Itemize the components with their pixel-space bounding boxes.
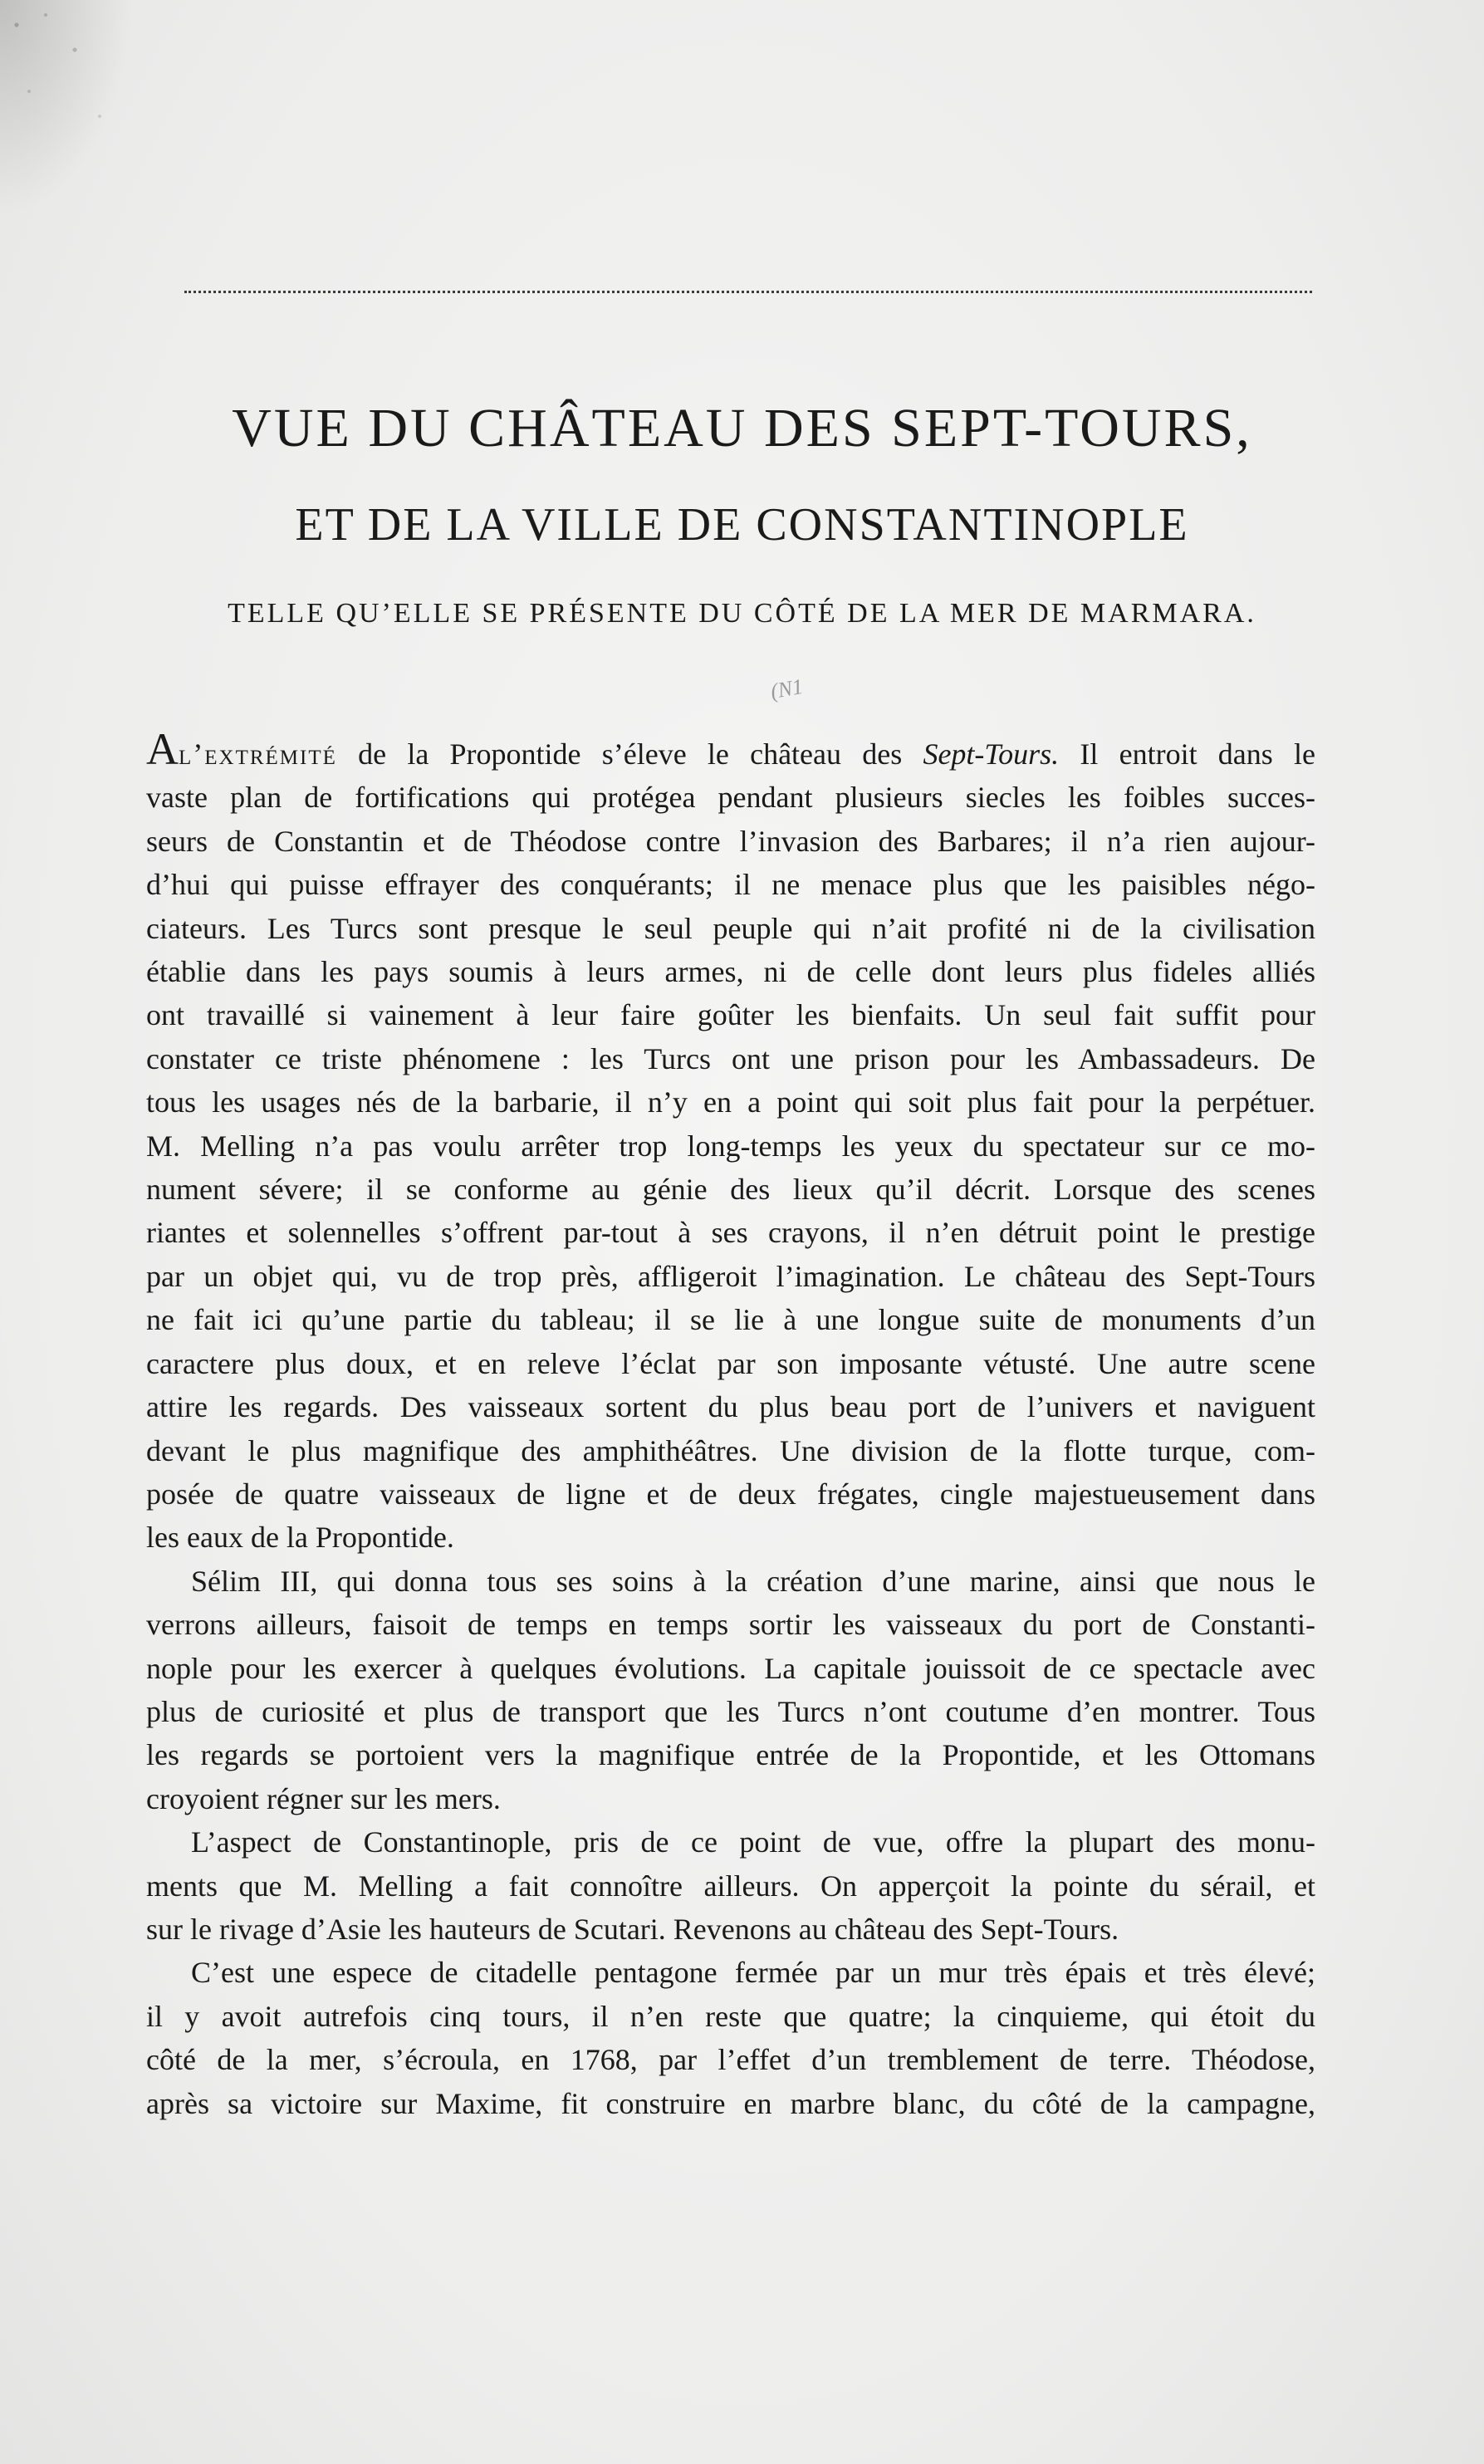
text-line — [146, 724, 1315, 776]
italic-run: Sept-Tours. — [923, 737, 1060, 771]
text-line: après sa victoire sur Maxime, fit construire en marbre blanc, du côté de la campagne, — [146, 2086, 1315, 2120]
text-line: ciateurs. Les Turcs sont presque le seul peuple qui n’ait profité ni de la civilisation — [146, 911, 1315, 945]
text-line: L’aspect de Constantinople, pris de ce point de vue, offre la plupart des monu- — [191, 1825, 1315, 1859]
text-line: constater ce triste phénomene : les Turcs ont une prison pour les Ambassadeurs. De — [146, 1041, 1315, 1075]
text-line: les regards se portoient vers la magnifique entrée de la Propontide, et les Ottomans — [146, 1738, 1315, 1772]
text-line: côté de la mer, s’écroula, en 1768, par l’effet d’un tremblement de terre. Théodose, — [146, 2043, 1315, 2077]
title-line-2: ET DE LA VILLE DE CONSTANTINOPLE — [295, 499, 1189, 551]
body-text — [146, 724, 1315, 2125]
text-line: ments que M. Melling a fait connoître ailleurs. On apperçoit la pointe du sérail, et — [146, 1869, 1315, 1903]
title-line-1: VUE DU CHÂTEAU DES SEPT-TOURS, — [232, 398, 1252, 458]
small-caps-word: l’extrémité — [179, 737, 337, 771]
text-line: nople pour les exercer à quelques évolutions. La capitale jouissoit de ce spectacle avec — [146, 1651, 1315, 1685]
paragraph-2 — [146, 1560, 1315, 1820]
text-line: ne fait ici qu’une partie du tableau; il se lie à une longue suite de monuments d’un — [146, 1303, 1315, 1337]
page-stain — [0, 0, 133, 216]
text-line: il y avoit autrefois cinq tours, il n’en reste que quatre; la cinquieme, qui étoit du — [146, 1999, 1315, 2033]
text-line: verrons ailleurs, faisoit de temps en temps sortir les vaisseaux du port de Constanti- — [146, 1608, 1315, 1642]
text-line: Sélim III, qui donna tous ses soins à la création d’une marine, ainsi que nous le — [191, 1564, 1315, 1598]
text-line: vaste plan de fortifications qui protégea pendant plusieurs siecles les foibles succes- — [146, 781, 1315, 815]
paragraph-1 — [146, 724, 1315, 1560]
text-line: les eaux de la Propontide. — [146, 1521, 454, 1555]
text-line: tous les usages nés de la barbarie, il n’y en a point qui soit plus fait pour la perpétuer. — [146, 1085, 1315, 1119]
text-line: plus de curiosité et plus de transport que les Turcs n’ont coutume d’en montrer. Tous — [146, 1694, 1315, 1728]
text-line: devant le plus magnifique des amphithéâtres. Une division de la flotte turque, com- — [146, 1433, 1315, 1467]
dotted-rule — [184, 291, 1312, 293]
text-line: croyoient régner sur les mers. — [146, 1781, 501, 1815]
text-line: nument sévere; il se conforme au génie des lieux qu’il décrit. Lorsque des scenes — [146, 1173, 1315, 1207]
text-line: seurs de Constantin et de Théodose contre l’invasion des Barbares; il n’a rien aujour- — [146, 824, 1315, 858]
text-line: établie dans les pays soumis à leurs armes, ni de celle dont leurs plus fideles alliés — [146, 955, 1315, 989]
text-run: Il entroit dans le — [1059, 737, 1315, 771]
text-line: C’est une espece de citadelle pentagone fermée par un mur très épais et très élevé; — [191, 1956, 1315, 1990]
text-line: M. Melling n’a pas voulu arrêter trop long-temps les yeux du spectateur sur ce mo- — [146, 1129, 1315, 1163]
text-line: sur le rivage d’Asie les hauteurs de Scutari. Revenons au château des Sept-Tours. — [146, 1912, 1119, 1946]
text-line: ont travaillé si vainement à leur faire goûter les bienfaits. Un seul fait suffit pour — [146, 998, 1315, 1032]
text-line: riantes et solennelles s’offrent par-tout à ses crayons, il n’en détruit point le prestige — [146, 1216, 1315, 1250]
paragraph-4 — [146, 1951, 1315, 2125]
text-line: attire les regards. Des vaisseaux sortent du plus beau port de l’univers et naviguent — [146, 1390, 1315, 1424]
text-line: posée de quatre vaisseaux de ligne et de deux frégates, cingle majestueusement dans — [146, 1477, 1315, 1511]
pencil-mark: (N1 — [768, 674, 806, 704]
title-line-3: TELLE QU’ELLE SE PRÉSENTE DU CÔTÉ DE LA MER DE MARMARA. — [228, 598, 1256, 629]
drop-cap: A — [146, 724, 179, 774]
text-line: d’hui qui puisse effrayer des conquérants; il ne menace plus que les paisibles négo- — [146, 868, 1315, 902]
text-line: par un objet qui, vu de trop près, affligeroit l’imagination. Le château des Sept-Tours — [146, 1259, 1315, 1293]
text-run: de la Propontide s’éleve le château des — [336, 737, 923, 771]
text-line: caractere plus doux, et en releve l’éclat par son imposante vétusté. Une autre scene — [146, 1346, 1315, 1380]
paragraph-3 — [146, 1820, 1315, 1951]
